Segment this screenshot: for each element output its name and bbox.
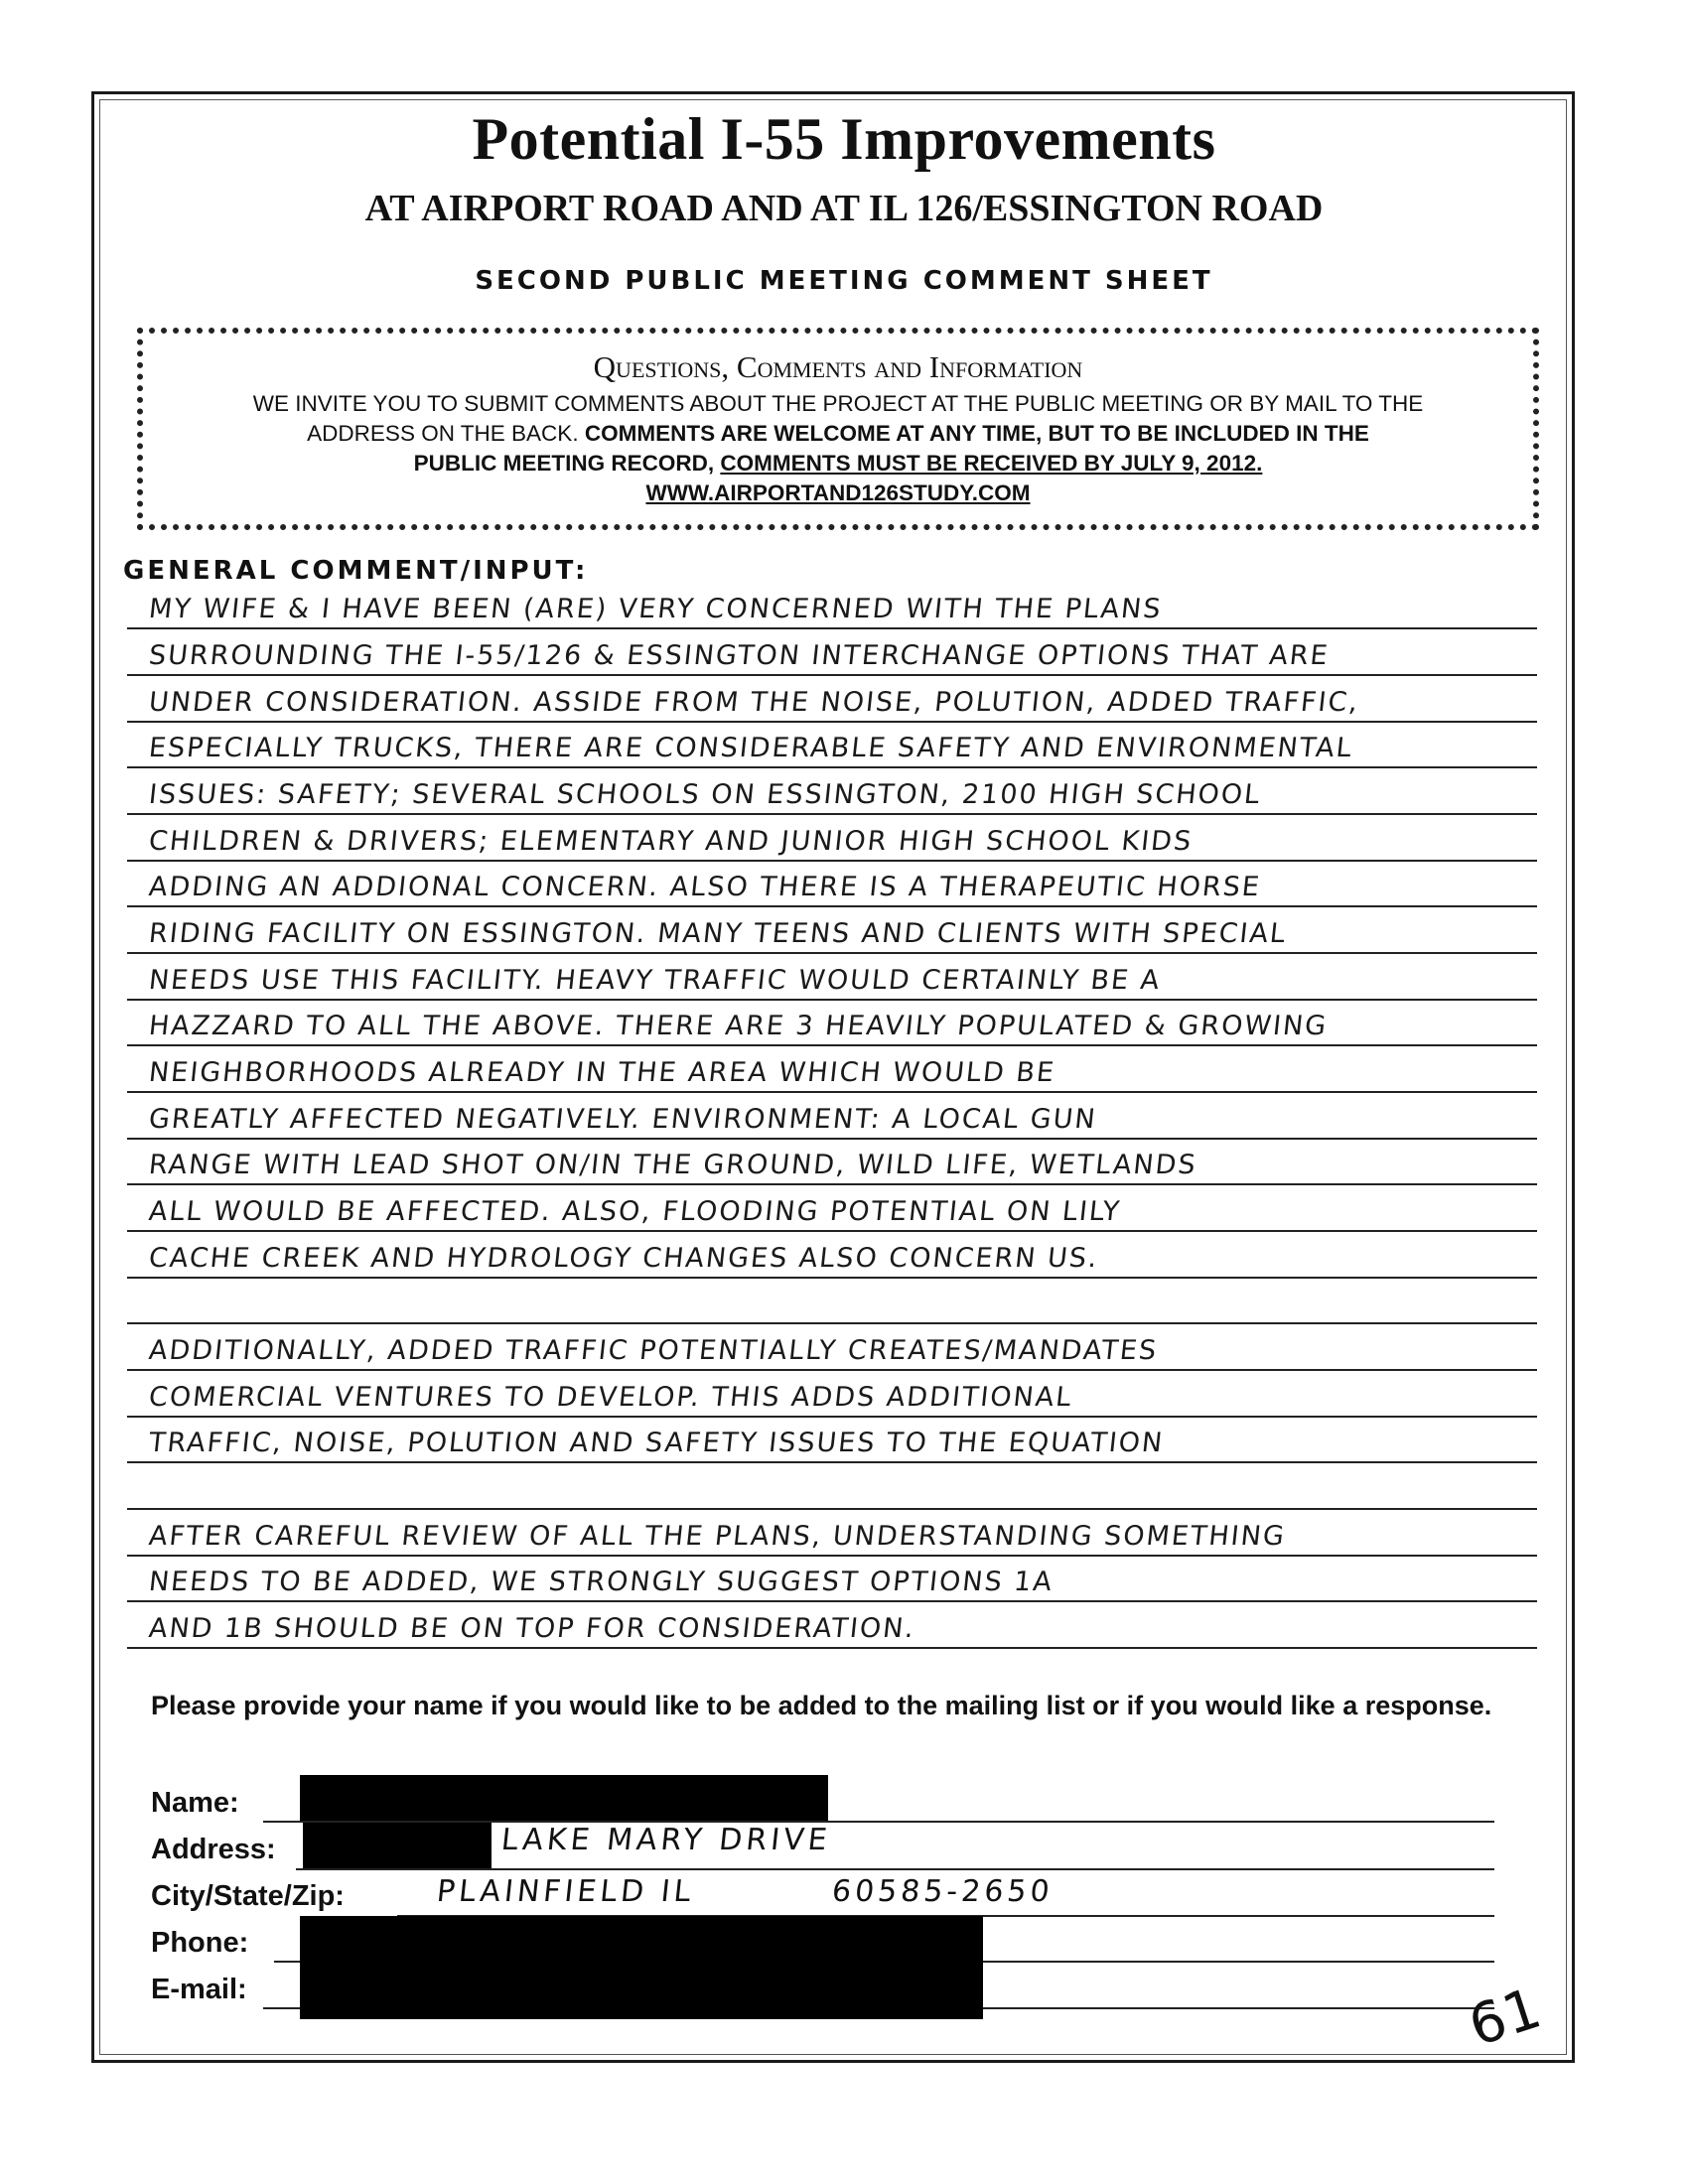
page-title: Potential I-55 Improvements <box>472 106 1216 172</box>
name-label: Name: <box>151 1787 239 1819</box>
comment-line: COMERCIAL VENTURES TO DEVELOP. THIS ADDS ADDITIONAL <box>147 1382 1074 1413</box>
city-value: PLAINFIELD IL <box>435 1874 697 1909</box>
info-line-1: WE INVITE YOU TO SUBMIT COMMENTS ABOUT THE PROJECT AT THE PUBLIC MEETING OR BY MAIL TO THE <box>252 391 1424 416</box>
name-redaction <box>300 1775 828 1821</box>
comment-line: CHILDREN & DRIVERS; ELEMENTARY AND JUNIOR HIGH SCHOOL KIDS <box>147 826 1195 857</box>
mailing-list-prompt: Please provide your name if you would like to be added to the mailing list or if you would like a response. <box>151 1691 1492 1720</box>
phone-label: Phone: <box>151 1927 249 1959</box>
comment-rule <box>127 627 1537 629</box>
comment-label: GENERAL COMMENT/INPUT: <box>123 556 589 586</box>
info-line-2b: COMMENTS ARE WELCOME AT ANY TIME, BUT TO BE INCLUDED IN THE <box>584 421 1369 446</box>
comment-rule <box>127 1555 1537 1557</box>
comment-rule <box>127 1647 1537 1649</box>
email-label: E-mail: <box>151 1974 247 2005</box>
deadline-text: COMMENTS MUST BE RECEIVED BY JULY 9, 2012. <box>720 451 1263 476</box>
comment-line: ADDITIONALLY, ADDED TRAFFIC POTENTIALLY CREATES/MANDATES <box>147 1335 1160 1366</box>
comment-line: AND 1B SHOULD BE ON TOP FOR CONSIDERATION. <box>147 1613 917 1644</box>
website-link[interactable]: WWW.AIRPORTAND126STUDY.COM <box>645 480 1031 505</box>
comment-line: AFTER CAREFUL REVIEW OF ALL THE PLANS, UNDERSTANDING SOMETHING <box>147 1521 1288 1552</box>
comment-rule <box>127 813 1537 815</box>
comment-rule <box>127 860 1537 862</box>
comment-rule <box>127 1508 1537 1510</box>
comment-line: ISSUES: SAFETY; SEVERAL SCHOOLS ON ESSINGTON, 2100 HIGH SCHOOL <box>147 779 1263 810</box>
info-line-2 <box>143 419 1533 449</box>
comment-line: ESPECIALLY TRUCKS, THERE ARE CONSIDERABLE SAFETY AND ENVIRONMENTAL <box>147 733 1355 763</box>
comment-line: RANGE WITH LEAD SHOT ON/IN THE GROUND, WILD LIFE, WETLANDS <box>147 1150 1199 1180</box>
comment-rule <box>127 1138 1537 1140</box>
sheet-name: SECOND PUBLIC MEETING COMMENT SHEET <box>475 266 1213 296</box>
comment-line: SURROUNDING THE I-55/126 & ESSINGTON INTERCHANGE OPTIONS THAT ARE <box>147 640 1332 671</box>
comment-rule <box>127 1369 1537 1371</box>
info-line-3 <box>143 449 1533 478</box>
comment-line: TRAFFIC, NOISE, POLUTION AND SAFETY ISSUES TO THE EQUATION <box>147 1428 1166 1458</box>
comment-line: NEEDS TO BE ADDED, WE STRONGLY SUGGEST OPTIONS 1A <box>147 1567 1055 1597</box>
address-value: LAKE MARY DRIVE <box>499 1823 833 1857</box>
comment-rule <box>127 1277 1537 1279</box>
comment-rule <box>127 905 1537 907</box>
page-subtitle: AT AIRPORT ROAD AND AT IL 126/ESSINGTON ROAD <box>364 188 1324 229</box>
comment-rule <box>127 1322 1537 1324</box>
comment-line: MY WIFE & I HAVE BEEN (ARE) VERY CONCERNED WITH THE PLANS <box>147 594 1165 624</box>
comment-rule <box>127 1600 1537 1602</box>
comment-rule <box>127 721 1537 723</box>
comment-line: CACHE CREEK AND HYDROLOGY CHANGES ALSO CONCERN US. <box>147 1243 1101 1274</box>
address-label: Address: <box>151 1834 276 1865</box>
city-label: City/State/Zip: <box>151 1880 345 1912</box>
info-line-2a: ADDRESS ON THE BACK. <box>307 421 585 446</box>
comment-line: RIDING FACILITY ON ESSINGTON. MANY TEENS AND CLIENTS WITH SPECIAL <box>147 918 1289 949</box>
comment-rule <box>127 999 1537 1001</box>
comment-rule <box>127 1183 1537 1185</box>
comment-line: ADDING AN ADDIONAL CONCERN. ALSO THERE IS A THERAPEUTIC HORSE <box>147 872 1263 902</box>
comment-rule <box>127 1230 1537 1232</box>
phone-email-redaction <box>300 1916 983 2019</box>
comment-rule <box>127 1461 1537 1463</box>
comment-rule <box>127 1416 1537 1418</box>
comment-line: HAZZARD TO ALL THE ABOVE. THERE ARE 3 HEAVILY POPULATED & GROWING <box>147 1011 1330 1041</box>
comment-rule <box>127 952 1537 954</box>
info-heading: Questions, Comments and Information <box>593 349 1083 384</box>
comment-line: GREATLY AFFECTED NEGATIVELY. ENVIRONMENT: A LOCAL GUN <box>147 1104 1099 1135</box>
zip-value: 60585-2650 <box>830 1874 1055 1909</box>
comment-rule <box>127 766 1537 768</box>
comment-line: ALL WOULD BE AFFECTED. ALSO, FLOODING POTENTIAL ON LILY <box>147 1196 1123 1227</box>
info-box <box>137 328 1539 530</box>
comment-line: NEEDS USE THIS FACILITY. HEAVY TRAFFIC WOULD CERTAINLY BE A <box>147 965 1163 996</box>
comment-rule <box>127 1091 1537 1093</box>
comment-rule <box>127 674 1537 676</box>
info-text <box>143 389 1533 508</box>
comment-rule <box>127 1044 1537 1046</box>
comment-line: UNDER CONSIDERATION. ASSIDE FROM THE NOISE, POLUTION, ADDED TRAFFIC, <box>147 687 1361 718</box>
address-field[interactable] <box>296 1868 1494 1870</box>
page-number: 61 <box>1461 1976 1549 2060</box>
address-redaction <box>303 1823 492 1868</box>
info-line-3a: PUBLIC MEETING RECORD, <box>413 451 721 476</box>
comment-line: NEIGHBORHOODS ALREADY IN THE AREA WHICH WOULD BE <box>147 1057 1057 1088</box>
